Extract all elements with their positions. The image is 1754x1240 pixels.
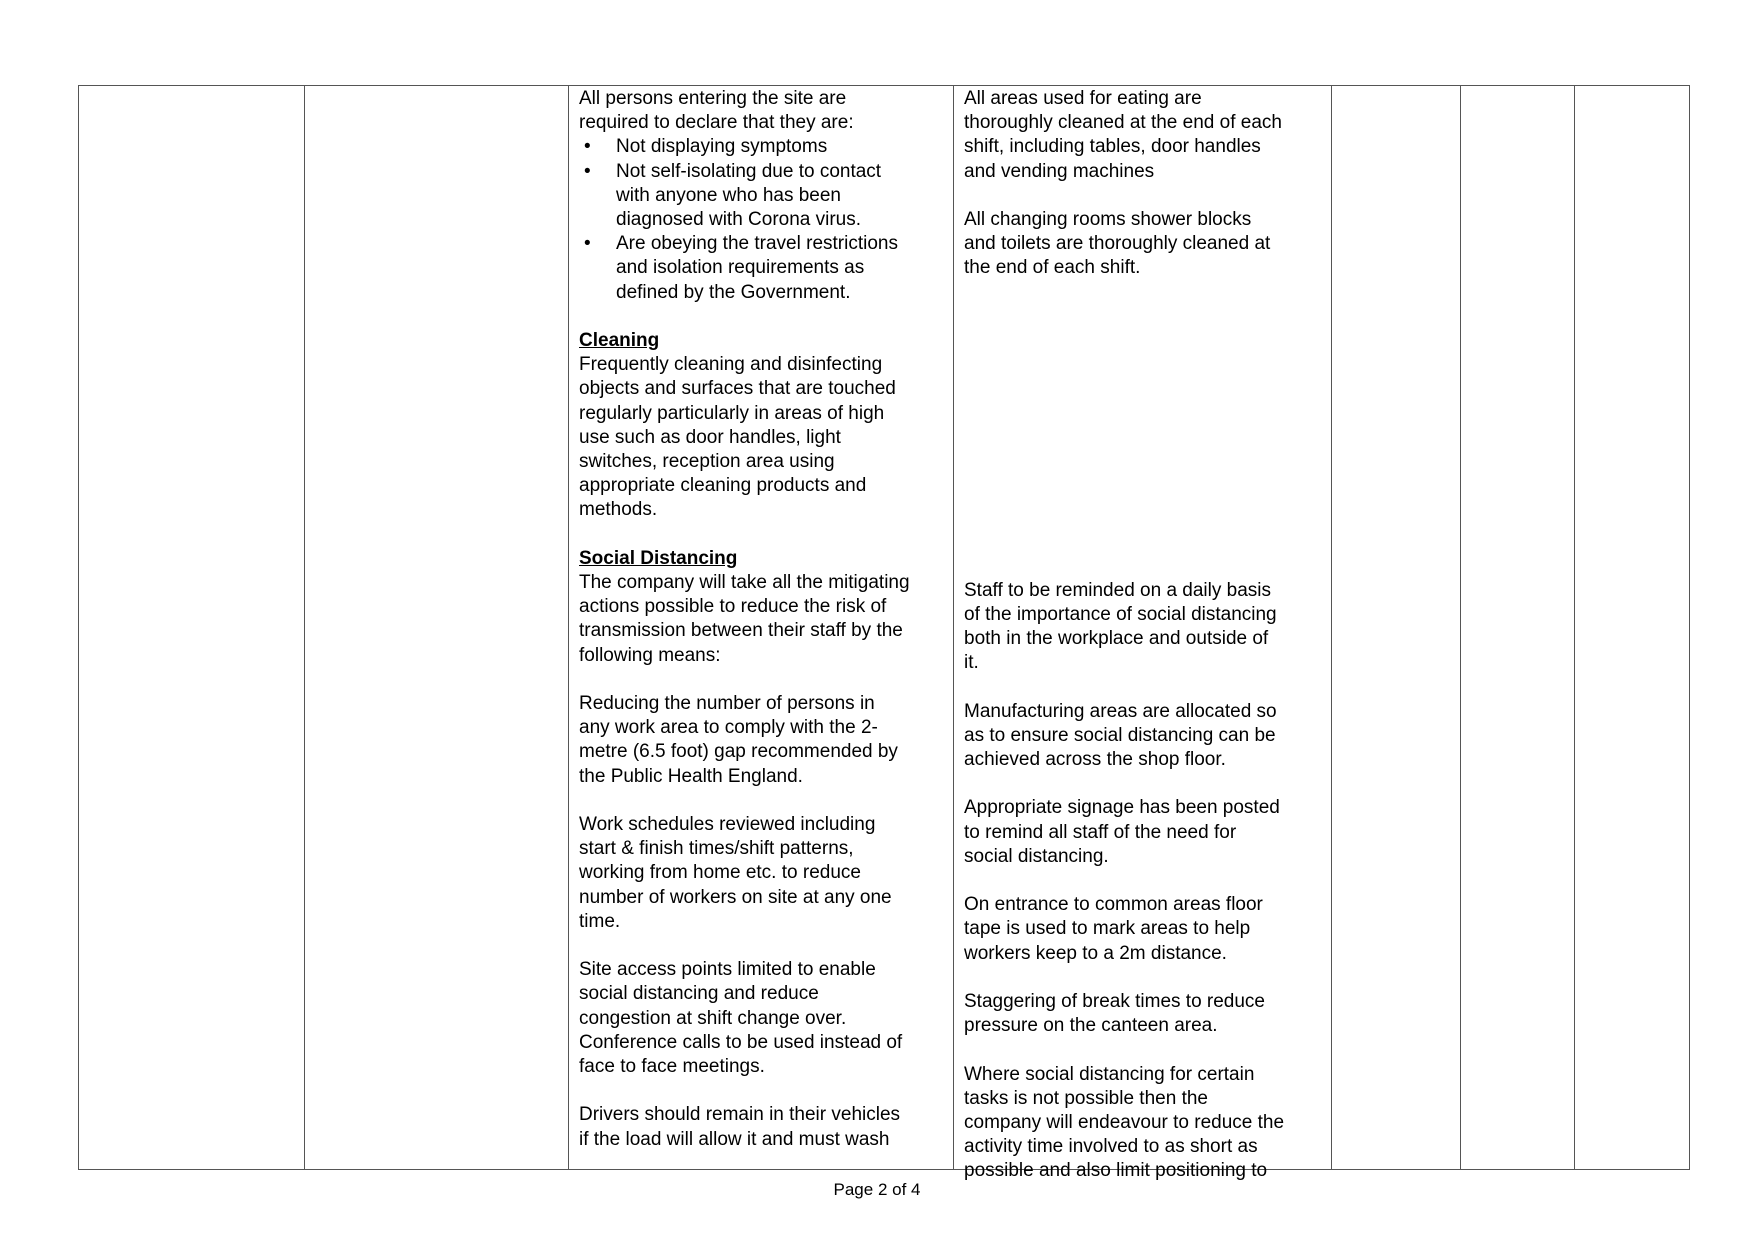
action-by-who-cell	[1332, 86, 1460, 1169]
social-distancing-paragraph: Reducing the number of persons in any work area to comply with the 2- metre (6.5 foot) gap recommended by the Public Health England.	[579, 693, 898, 787]
column-divider	[953, 86, 954, 1169]
page-number: Page 2 of 4	[833, 1180, 921, 1199]
further-action-paragraph: Staff to be reminded on a daily basis of the importance of social distancing both in the workplace and outside of it.	[964, 579, 1277, 674]
declaration-intro: All persons entering the site are required to declare that they are:	[579, 88, 854, 134]
further-action-paragraph: Staggering of break times to reduce pressure on the canteen area.	[964, 991, 1266, 1037]
further-action-paragraph: Appropriate signage has been posted to remind all staff of the need for social distancing.	[964, 797, 1280, 867]
control-measures-cell	[579, 87, 949, 1169]
declaration-list	[579, 135, 949, 304]
action-by-when-cell	[1461, 86, 1574, 1169]
done-cell	[1575, 86, 1689, 1169]
risk-assessment-table	[78, 85, 1690, 1182]
declaration-item: • Not self-isolating due to contact with anyone who has been diagnosed with Corona virus.	[584, 160, 882, 231]
declaration-item: • Are obeying the travel restrictions and isolation requirements as defined by the Government.	[584, 233, 898, 303]
social-distancing-paragraph: The company will take all the mitigating actions possible to reduce the risk of transmission between their staff by the following means:	[579, 572, 910, 666]
bullet-icon: •	[584, 136, 591, 158]
social-distancing-paragraph: Work schedules reviewed including start & finish times/shift patterns, working from home etc. to reduce number of workers on site at any one time.	[579, 814, 892, 932]
cleaning-heading: Cleaning	[579, 330, 660, 352]
further-action-paragraph: All changing rooms shower blocks and toilets are thoroughly cleaned at the end of each shift.	[964, 209, 1271, 279]
further-action-paragraph: On entrance to common areas floor tape is used to mark areas to help workers keep to a 2m distance.	[964, 894, 1263, 964]
bullet-icon: •	[584, 160, 591, 182]
column-divider	[568, 86, 569, 1169]
social-distancing-paragraph: Drivers should remain in their vehicles if the load will allow it and must wash	[579, 1104, 901, 1150]
cleaning-text: Frequently cleaning and disinfecting objects and surfaces that are touched regularly particularly in areas of high use such as door handles, light switches, reception area using appropriate cleaning products and methods.	[579, 354, 896, 521]
hazard-cell	[79, 86, 304, 1169]
further-action-paragraph: Manufacturing areas are allocated so as to ensure social distancing can be achieved across the shop floor.	[964, 700, 1277, 771]
persons-at-risk-cell	[305, 86, 568, 1169]
further-action-paragraph: Where social distancing for certain tasks is not possible then the company will endeavour to reduce the activity time involved to as short as possible and also limit positioning to	[964, 1063, 1285, 1182]
further-actions-cell	[964, 87, 1326, 1182]
social-distancing-paragraph: Site access points limited to enable social distancing and reduce congestion at shift change over. Conference calls to be used instead of face to face meetings.	[579, 959, 903, 1078]
social-distancing-heading: Social Distancing	[579, 547, 738, 569]
bullet-icon: •	[584, 233, 591, 255]
further-action-paragraph: All areas used for eating are thoroughly cleaned at the end of each shift, including tables, door handles and vending machines	[964, 88, 1282, 182]
declaration-item: • Not displaying symptoms	[579, 135, 949, 159]
